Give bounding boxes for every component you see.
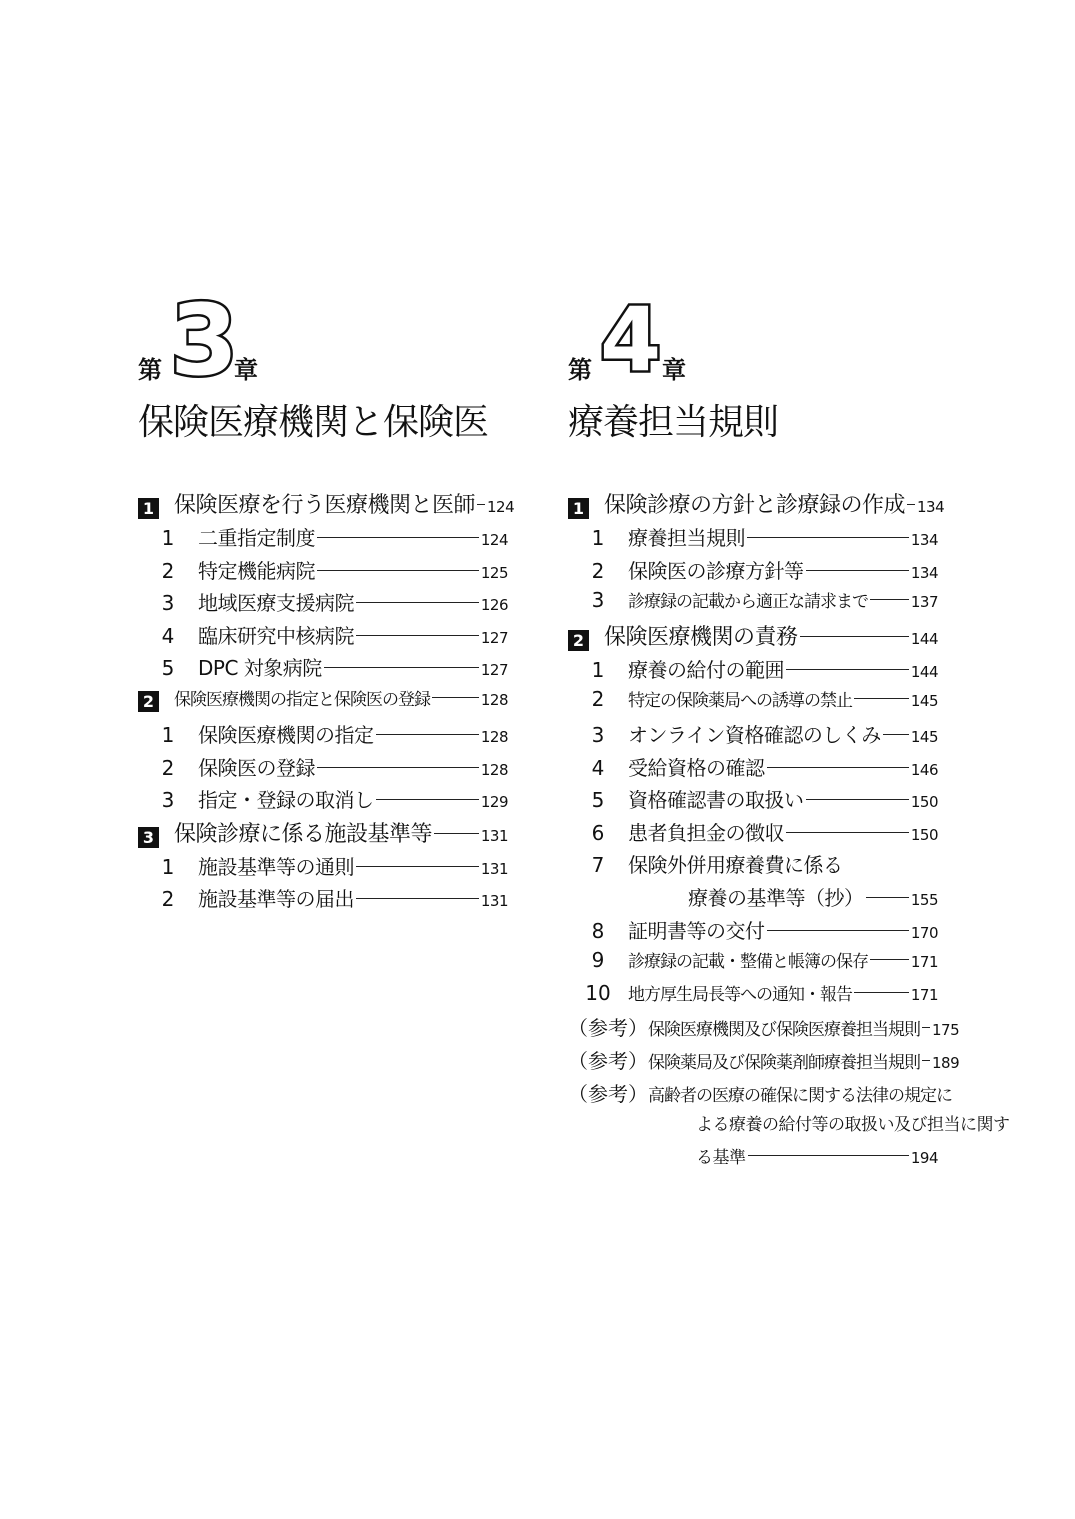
entry-text: 診療録の記載・整備と帳簿の保存 [628, 952, 868, 973]
dotted-leader [317, 570, 479, 571]
page-number: 127 [480, 628, 508, 647]
chapter-3 [138, 284, 515, 916]
toc-list [138, 488, 515, 916]
entry-number: 5 [161, 656, 175, 681]
page-number: 145 [910, 727, 938, 746]
chapter-title: 保険医療機関と保険医 [138, 402, 489, 443]
chapter-heading [568, 288, 938, 391]
toc-section [138, 488, 515, 522]
toc-entry [568, 817, 938, 850]
toc-entry [568, 686, 938, 719]
toc-entry [568, 849, 938, 882]
entry-text: 二重指定制度 [198, 526, 315, 550]
entry-text: 保険薬局及び保険薬剤師療養担当規則 [648, 1052, 920, 1073]
chapter-4 [568, 288, 1010, 1175]
page-number: 134 [917, 498, 945, 516]
entry-number: 1 [591, 526, 605, 550]
page-number: 128 [480, 760, 508, 779]
entry-text: る基準 [696, 1147, 746, 1168]
entry-text: 施設基準等の届出 [198, 887, 354, 912]
dotted-leader [317, 537, 479, 538]
section-number-badge [568, 625, 592, 649]
entry-number: 3 [591, 588, 605, 613]
toc-section [568, 488, 945, 522]
dotted-leader [747, 537, 909, 538]
dotted-leader [434, 833, 479, 834]
dotted-leader [806, 570, 909, 571]
entry-text: 臨床研究中核病院 [198, 623, 354, 648]
toc-entry [568, 882, 938, 915]
toc-entry [568, 980, 938, 1013]
entry-text: 保険医療を行う医療機関と医師 [174, 493, 476, 518]
chapter-heading [138, 284, 508, 398]
chapter-suffix: 章 [234, 356, 258, 384]
page-number: 131 [480, 859, 508, 878]
entry-number: 8 [591, 918, 605, 943]
entry-number: 2 [591, 558, 605, 583]
page-number: 129 [480, 793, 508, 812]
dotted-leader [356, 898, 479, 899]
toc-entry [138, 883, 508, 916]
chapter-suffix: 章 [662, 356, 686, 384]
dotted-leader [883, 734, 909, 735]
dotted-leader [324, 667, 479, 668]
entry-text: 保険診療に係る施設基準等 [174, 821, 433, 847]
page-number: 171 [910, 953, 938, 972]
dotted-leader [854, 698, 909, 699]
chapter-title: 療養担当規則 [568, 402, 779, 443]
dotted-leader [767, 767, 909, 768]
page-number: 144 [910, 662, 938, 681]
entry-number: （参考） [568, 1048, 648, 1073]
entry-text: 患者負担金の徴収 [628, 820, 784, 845]
dotted-leader [317, 767, 479, 768]
entry-number: （参考） [568, 1016, 648, 1041]
entry-text: 施設基準等の通則 [198, 854, 354, 879]
section-number: 2 [138, 691, 159, 712]
toc-entry [568, 947, 938, 980]
dotted-leader [922, 1060, 930, 1061]
page-number: 194 [910, 1148, 938, 1167]
entry-text: 保険医の診療方針等 [628, 558, 804, 583]
section-number-badge [568, 493, 592, 517]
toc-entry [568, 587, 938, 620]
entry-text: 特定機能病院 [198, 558, 315, 583]
entry-number: 7 [591, 853, 605, 878]
entry-number: 3 [591, 722, 605, 747]
toc-entry [138, 851, 508, 884]
entry-number: 3 [161, 591, 175, 616]
entry-text: 地方厚生局長等への通知・報告 [628, 984, 852, 1005]
toc-entry [568, 1045, 960, 1078]
toc-entry [568, 522, 938, 555]
dotted-leader [376, 734, 479, 735]
entry-number: 9 [591, 948, 605, 973]
toc-entry [138, 719, 508, 752]
page-number: 126 [480, 596, 508, 615]
toc-entry [568, 915, 938, 948]
page-number: 144 [910, 629, 938, 648]
entry-text: 地域医療支援病院 [198, 591, 354, 616]
entry-text: 保険医療機関の指定 [198, 722, 374, 747]
dotted-leader [356, 635, 479, 636]
dotted-leader [748, 1155, 909, 1156]
chapter-prefix: 第 [568, 356, 592, 384]
entry-number: 4 [161, 623, 175, 648]
entry-text: 特定の保険薬局への誘導の禁止 [628, 691, 852, 712]
toc-entry [568, 784, 938, 817]
dotted-leader [356, 602, 479, 603]
entry-text: DPC 対象病院 [198, 656, 322, 681]
toc-entry [138, 587, 508, 620]
page-number: 175 [932, 1021, 960, 1040]
entry-number: 4 [591, 755, 605, 780]
entry-number: 2 [161, 558, 175, 583]
entry-text: 保険診療の方針と診療録の作成 [604, 493, 906, 518]
chapter-prefix: 第 [138, 356, 162, 384]
toc-entry [568, 555, 938, 588]
toc-entry [138, 620, 508, 653]
toc-entry [138, 652, 508, 685]
entry-text: 療養の基準等（抄） [688, 885, 864, 910]
toc-entry [568, 1143, 938, 1176]
section-number: 1 [138, 498, 159, 519]
entry-text: 指定・登録の取消し [198, 788, 374, 813]
page-number: 170 [910, 923, 938, 942]
section-number: 3 [138, 827, 159, 848]
dotted-leader [356, 866, 479, 867]
page-number: 128 [480, 690, 508, 709]
entry-text: 保険医療機関の責務 [604, 624, 798, 650]
toc-entry [138, 784, 508, 817]
entry-number: （参考） [568, 1081, 648, 1106]
toc-list [568, 488, 1010, 1175]
entry-number: 6 [591, 820, 605, 845]
page-number: 128 [480, 727, 508, 746]
entry-text: 受給資格の確認 [628, 755, 765, 780]
toc-section [138, 817, 508, 851]
section-number-badge [138, 493, 162, 517]
entry-number: 5 [591, 788, 605, 813]
toc-entry [138, 555, 508, 588]
toc-section [138, 685, 508, 719]
entry-number: 1 [161, 854, 175, 879]
entry-number: 1 [591, 657, 605, 682]
toc-entry [568, 719, 938, 752]
dotted-leader [477, 504, 485, 505]
entry-number: 2 [161, 887, 175, 912]
page-number: 125 [480, 563, 508, 582]
page-number: 131 [480, 826, 508, 845]
page-number: 155 [910, 890, 938, 909]
entry-number: 1 [161, 722, 175, 747]
entry-text: 療養担当規則 [628, 526, 745, 550]
entry-text: 高齢者の医療の確保に関する法律の規定に [648, 1085, 952, 1106]
page-number: 124 [487, 498, 515, 516]
entry-number: 3 [161, 788, 175, 813]
page-number: 127 [480, 661, 508, 680]
page-number: 124 [480, 531, 508, 549]
entry-text: 療養の給付の範囲 [628, 657, 784, 682]
dotted-leader [800, 636, 909, 637]
dotted-leader [854, 992, 909, 993]
section-number-badge [138, 686, 162, 710]
page-number: 189 [932, 1053, 960, 1072]
toc-entry [568, 654, 938, 687]
entry-number: 10 [585, 980, 611, 1005]
toc-entry [568, 1078, 952, 1111]
page-number: 134 [910, 563, 938, 582]
toc-entry [568, 1012, 960, 1045]
entry-text: よる療養の給付等の取扱い及び担当に関す [696, 1115, 1010, 1136]
entry-number: 1 [161, 526, 175, 550]
chapter-number: 4 [600, 288, 662, 391]
dotted-leader [870, 959, 909, 960]
entry-text: 保険医の登録 [198, 755, 315, 780]
page-number: 137 [910, 593, 938, 612]
entry-number: 2 [591, 687, 605, 712]
entry-text: 診療録の記載から適正な請求まで [628, 592, 868, 613]
toc-entry [138, 522, 508, 555]
dotted-leader [786, 669, 909, 670]
dotted-leader [786, 832, 909, 833]
entry-number: 2 [161, 755, 175, 780]
dotted-leader [767, 930, 909, 931]
page-number: 131 [480, 892, 508, 911]
entry-text: 保険医療機関の指定と保険医の登録 [174, 689, 430, 710]
section-number: 1 [568, 498, 589, 519]
page-number: 150 [910, 825, 938, 844]
entry-text: オンライン資格確認のしくみ [628, 722, 881, 747]
page-number: 171 [910, 985, 938, 1004]
page-number: 150 [910, 793, 938, 812]
dotted-leader [806, 799, 909, 800]
dotted-leader [376, 799, 479, 800]
entry-text: 証明書等の交付 [628, 918, 765, 943]
toc-entry [568, 752, 938, 785]
toc-entry [138, 752, 508, 785]
entry-text: 資格確認書の取扱い [628, 788, 804, 813]
page-number: 146 [910, 760, 938, 779]
page-number: 134 [910, 531, 938, 549]
chapter-number: 3 [170, 284, 239, 398]
section-number: 2 [568, 630, 589, 651]
entry-text: 保険医療機関及び保険医療養担当規則 [648, 1020, 920, 1041]
page-number: 145 [910, 692, 938, 711]
section-number-badge [138, 822, 162, 846]
dotted-leader [866, 897, 909, 898]
dotted-leader [870, 599, 909, 600]
entry-text: 保険外併用療養費に係る [628, 853, 843, 878]
dotted-leader [432, 697, 479, 698]
toc-section [568, 620, 938, 654]
dotted-leader [907, 504, 915, 505]
dotted-leader [922, 1027, 930, 1028]
toc-entry [568, 1110, 1010, 1143]
